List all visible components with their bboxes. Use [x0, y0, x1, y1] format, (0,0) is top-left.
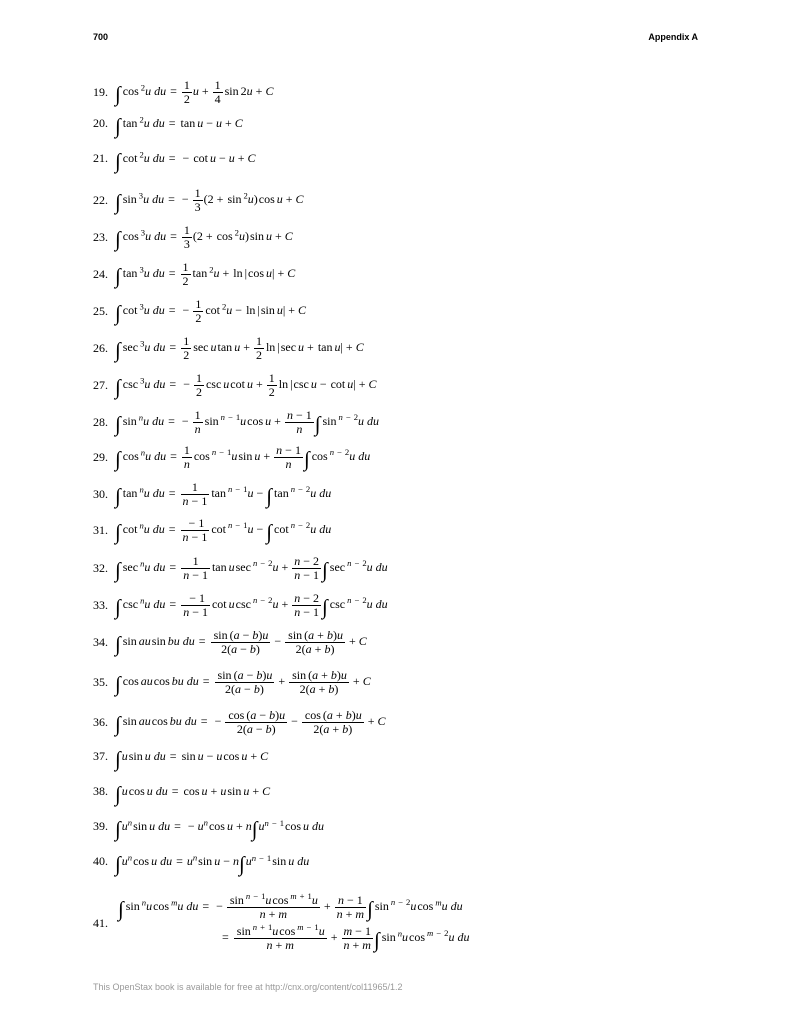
formula-41 [93, 890, 469, 956]
formula-expression: ∫ sin ausin bu du = $\frac{\sin (a - b)u}{2(a - b)}$ − $\frac{\sin (a + b)u}{2(a + b)}$ + C [115, 628, 367, 657]
formula-38 [93, 782, 271, 807]
formula-number: 39. [93, 819, 108, 834]
formula-number: 33. [93, 598, 108, 613]
formula-line-1: ∫ sin $^n$ucos $^m$u du = − $\frac{\sin ^{n - 1}ucos ^{m + 1}u}{n + m}$ + $\frac{n - 1}{n + m}$ ∫ sin $^{n - 2}$ucos $^m$u du [118, 891, 463, 922]
formula-28 [93, 409, 379, 436]
formula-number: 28. [93, 415, 108, 430]
formula-expression: $\int u^n\cos$ u du = $u^n\sin$ $u - n\int u^{n - 1}\sin$ u du [115, 852, 310, 877]
formula-expression: ∫ tan $^n$u du = $\frac{1}{n - 1}$ tan $^{n - 1}$u − ∫ tan $^{n - 2}$u du [115, 480, 332, 509]
formula-30 [93, 481, 331, 508]
formula-number: 22. [93, 193, 108, 208]
formula-32 [93, 555, 388, 582]
formula-number: 37. [93, 749, 108, 764]
formula-expression: ∫ sin $^n$u du = − $\frac{1}{n}$ sin $^{n - 1}$ucos u + $\frac{n - 1}{n}$ ∫ sin $^{n - 2}$u du [115, 408, 380, 437]
formula-expression: ∫ csc $^3$u du = − $\frac{1}{2}$ csc ucot u + $\frac{1}{2}$ ln |csc u − cot u| + C [115, 371, 377, 400]
formula-19 [93, 79, 273, 106]
formula-number: 24. [93, 267, 108, 282]
formula-33 [93, 592, 388, 619]
formula-number: 29. [93, 450, 108, 465]
page-number: 700 [93, 32, 109, 42]
formula-expression: ∫ tan $^3$u du = $\frac{1}{2}$ tan $^2$u + ln |cos u| + C [115, 260, 296, 289]
formula-40 [93, 852, 310, 877]
formula-number: 41. [93, 915, 108, 930]
formula-number: 20. [93, 116, 108, 131]
formula-expression: ∫ sin $^3$u du = − $\frac{1}{3}$ (2 + sin $^2$u)cos u + C [115, 186, 304, 215]
formula-expression: ∫ cot $^2$u du = − cot u − u + C [115, 149, 256, 174]
formula-34 [93, 629, 367, 656]
formula-number: 35. [93, 675, 108, 690]
formula-line-2: = $\frac{\sin ^{n + 1}ucos ^{m - 1}u}{n + m}$ + $\frac{m - 1}{n + m}$ ∫ sin $^n$ucos $^{m - 2}$u du [222, 922, 470, 952]
formula-number: 26. [93, 341, 108, 356]
formula-expression: ∫ cot $^n$u du = $\frac{- 1}{n - 1}$ cot $^{n - 1}$u − ∫ cot $^{n - 2}$u du [115, 516, 332, 545]
formula-35 [93, 669, 371, 696]
formula-expression: ∫ tan $^2$u du = tan u − u + C [115, 114, 243, 139]
formula-expression: ∫ cos aucos bu du = $\frac{\sin (a - b)u}{2(a - b)}$ + $\frac{\sin (a + b)u}{2(a + b)}$ + C [115, 668, 371, 697]
formula-expression: ∫ cot $^3$u du = − $\frac{1}{2}$ cot $^2$u − ln |sin u| + C [115, 297, 307, 326]
formula-36 [93, 709, 385, 736]
formula-number: 36. [93, 715, 108, 730]
formula-number: 21. [93, 151, 108, 166]
formula-37 [93, 747, 269, 772]
formula-number: 40. [93, 854, 108, 869]
formula-number: 38. [93, 784, 108, 799]
formula-expression: ∫ csc $^n$u du = $\frac{- 1}{n - 1}$ cot ucsc $^{n - 2}$u + $\frac{n - 2}{n - 1}$ ∫ csc $^{n - 2}$u du [115, 591, 388, 620]
footer-note: This OpenStax book is available for free at http://cnx.org/content/col11965/1.2 [93, 982, 403, 992]
formula-number: 30. [93, 487, 108, 502]
formula-25 [93, 298, 306, 325]
section-title: Appendix A [648, 32, 698, 42]
formula-number: 34. [93, 635, 108, 650]
formula-29 [93, 444, 370, 471]
formula-22 [93, 187, 304, 214]
formula-20 [93, 114, 243, 139]
formula-number: 31. [93, 523, 108, 538]
formula-expression: ∫ cos $^2$u du = $\frac{1}{2}$ u + $\frac{1}{4}$ sin 2u + C [115, 78, 274, 107]
formula-expression: ∫ucos u du = cos u + usin u + C [115, 782, 271, 807]
formula-expression: ∫ sec $^3$u du = $\frac{1}{2}$ sec utan u + $\frac{1}{2}$ ln |sec u + tan u| + C [115, 334, 364, 363]
formula-number: 27. [93, 378, 108, 393]
formula-expression: $\int u^n\sin$ u du = − $u^n\cos$ $u + n\int u^{n - 1}\cos$ u du [115, 817, 325, 842]
formula-number: 19. [93, 85, 108, 100]
formula-expression: ∫ sec $^n$u du = $\frac{1}{n - 1}$ tan usec $^{n - 2}$u + $\frac{n - 2}{n - 1}$ ∫ sec $^{n - 2}$u du [115, 554, 388, 583]
formula-23 [93, 224, 293, 251]
formula-number: 25. [93, 304, 108, 319]
formula-27 [93, 372, 376, 399]
formula-expression: ∫ cos $^3$u du = $\frac{1}{3}$ (2 + cos $^2$u)sin u + C [115, 223, 293, 252]
formula-number: 32. [93, 561, 108, 576]
formula-expression: ∫usin u du = sin u − ucos u + C [115, 747, 269, 772]
formula-31 [93, 517, 331, 544]
formula-21 [93, 149, 256, 174]
formula-expression: ∫ sin aucos bu du = − $\frac{\cos (a - b)u}{2(a - b)}$ − $\frac{\cos (a + b)u}{2(a + b)}$ + C [115, 708, 386, 737]
formula-expression: ∫ cos $^n$u du = $\frac{1}{n}$ cos $^{n - 1}$usin u + $\frac{n - 1}{n}$ ∫ cos $^{n - 2}$u du [115, 443, 371, 472]
formula-24 [93, 261, 295, 288]
formula-39 [93, 817, 325, 842]
formula-body [118, 890, 469, 956]
formula-26 [93, 335, 364, 362]
formula-number: 23. [93, 230, 108, 245]
